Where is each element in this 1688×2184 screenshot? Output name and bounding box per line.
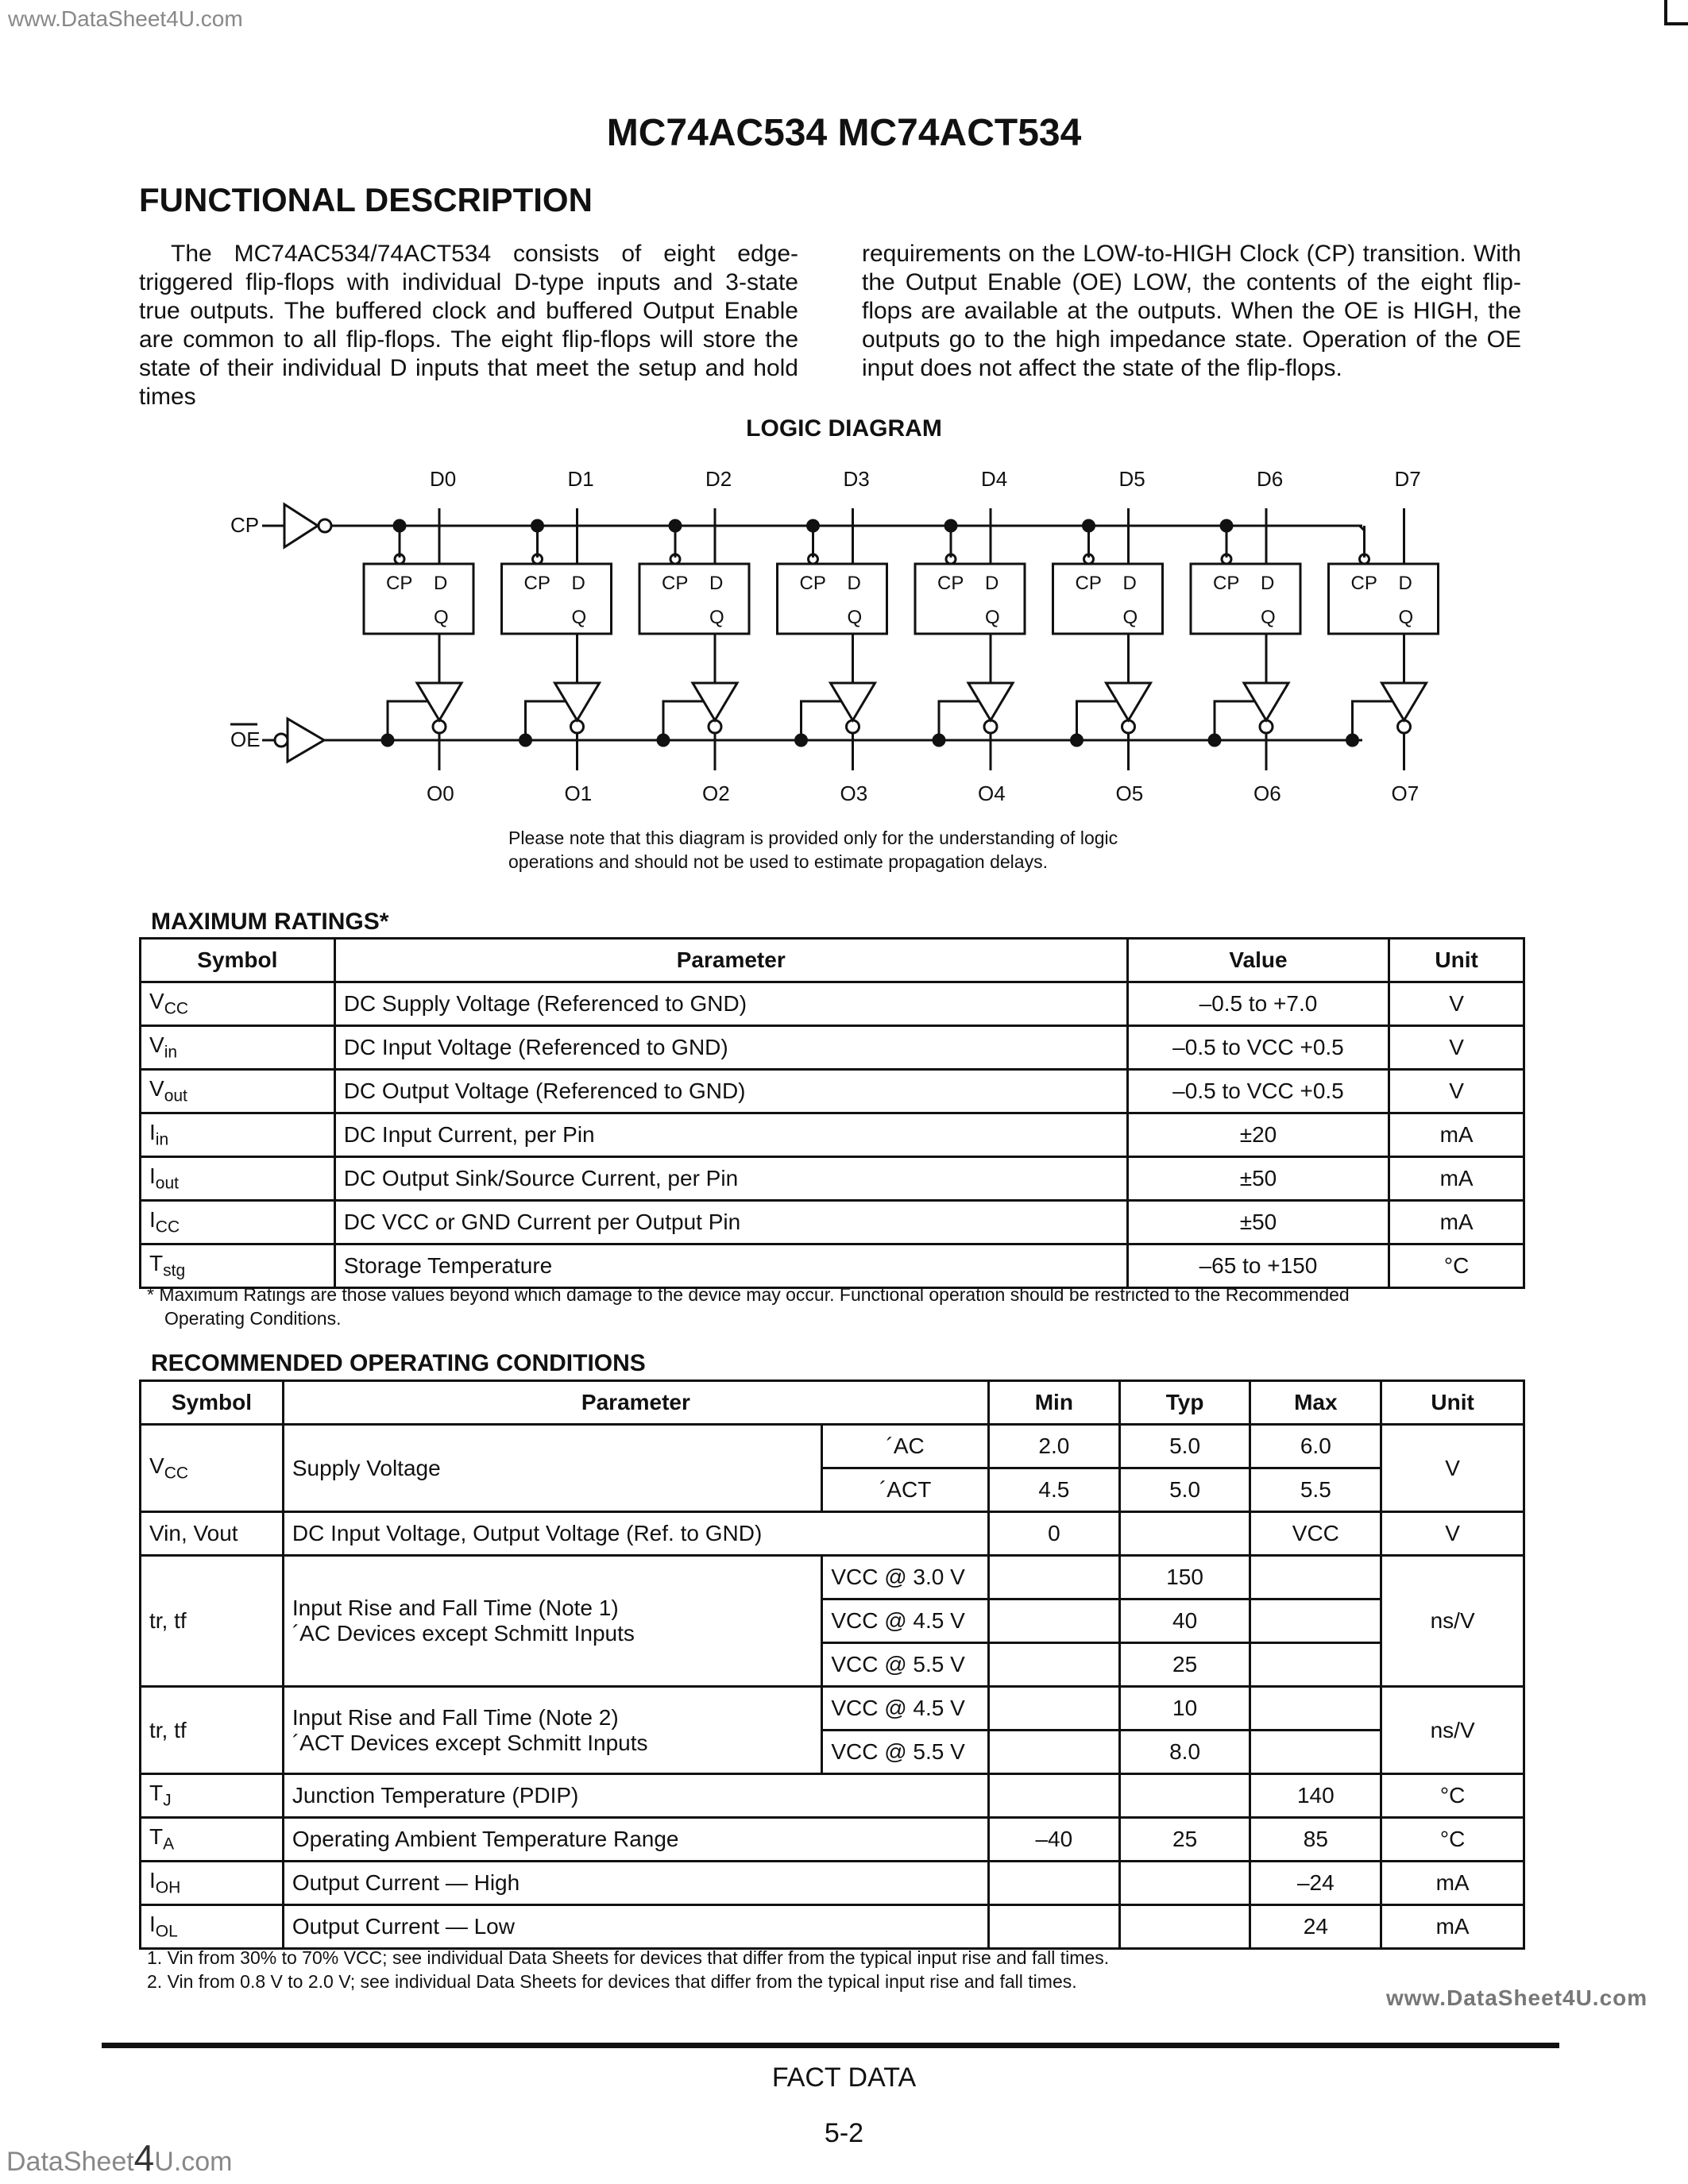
junction-dot [382, 735, 393, 746]
typ-cell: 10 [1119, 1687, 1250, 1731]
flip-flop [778, 564, 887, 634]
unit-cell: V [1389, 982, 1524, 1026]
typ-cell: 150 [1119, 1556, 1250, 1599]
value-cell: –0.5 to VCC +0.5 [1127, 1026, 1389, 1070]
symbol-cell: $I_{out}$ [141, 1157, 335, 1201]
description-right: requirements on the LOW-to-HIGH Clock (CP) transition. With the Output Enable (OE) LOW, the contents of the eight flip-flops are available at the outputs. When the OE is HIGH, the outputs go to the high impedance state. Operation of the OE input does not affect the state of the flip-flops. [862, 241, 1521, 381]
junction-dot [532, 520, 543, 531]
column-header: Unit [1381, 1381, 1524, 1425]
diagram-note [508, 826, 1118, 874]
condition-cell: ´AC [822, 1425, 989, 1468]
cp-buffer [284, 504, 318, 547]
condition-cell: VCC @ 3.0 V [822, 1556, 989, 1599]
logic-diagram-title: LOGIC DIAGRAM [746, 415, 942, 442]
max-ratings-footnote [147, 1283, 1350, 1330]
min-cell [988, 1643, 1119, 1687]
output-label: O7 [1391, 781, 1420, 805]
input-label: D5 [1118, 467, 1145, 491]
table-row [141, 1113, 1524, 1157]
note-line: 2. Vin from 0.8 V to 2.0 V; see individual Data Sheets for devices that differ from the typical input rise and fall times. [147, 1971, 1077, 1992]
ff-q-label: Q [1261, 607, 1276, 628]
parameter-cell: Output Current — High [283, 1862, 988, 1905]
parameter-cell: Junction Temperature (PDIP) [283, 1774, 988, 1818]
description-left: The MC74AC534/74ACT534 consists of eight edge-triggered flip-flops with individual D-type inputs and 3-state true outputs. The buffered clock and buffered Output Enable are common to all flip-flops. The eight flip-flops will store the state of their individual D inputs that meet the setup and hold times [139, 241, 798, 410]
max-cell [1250, 1556, 1381, 1599]
cp-label: CP [230, 513, 260, 537]
junction-dot [808, 520, 819, 531]
unit-cell: V [1389, 1026, 1524, 1070]
ff-cp-label: CP [1213, 573, 1240, 594]
table-row [141, 1425, 1524, 1468]
symbol-cell: $V_{CC}$ [141, 982, 335, 1026]
table-row [141, 1201, 1524, 1244]
page-number: 5-2 [824, 2118, 864, 2148]
max-cell [1250, 1643, 1381, 1687]
condition-cell: VCC @ 5.5 V [822, 1643, 989, 1687]
parameter-cell [283, 1556, 821, 1687]
min-cell: 0 [988, 1512, 1119, 1556]
output-label: O6 [1253, 781, 1281, 805]
typ-cell: 40 [1119, 1599, 1250, 1643]
symbol-cell: tr, tf [141, 1556, 284, 1687]
value-cell: ±50 [1127, 1157, 1389, 1201]
output-label: O3 [840, 781, 868, 805]
value-cell: –0.5 to VCC +0.5 [1127, 1070, 1389, 1113]
unit-cell: V [1381, 1512, 1524, 1556]
junction-dot [1209, 735, 1220, 746]
symbol-cell: $T_A$ [141, 1818, 284, 1862]
junction-dot [933, 735, 944, 746]
min-cell [988, 1905, 1119, 1949]
input-label: D1 [567, 467, 594, 491]
junction-dot [520, 735, 531, 746]
condition-cell: VCC @ 5.5 V [822, 1731, 989, 1774]
ff-d-label: D [434, 573, 448, 594]
unit-cell: ns/V [1381, 1556, 1524, 1687]
parameter-cell: Output Current — Low [283, 1905, 988, 1949]
oe-label: OE [230, 727, 261, 751]
condition-cell: VCC @ 4.5 V [822, 1687, 989, 1731]
ff-cp-label: CP [937, 573, 964, 594]
typ-cell: 5.0 [1119, 1425, 1250, 1468]
min-cell [988, 1731, 1119, 1774]
ff-d-label: D [709, 573, 724, 594]
parameter-cell: DC Output Sink/Source Current, per Pin [334, 1157, 1127, 1201]
symbol-cell: $I_{CC}$ [141, 1201, 335, 1244]
table-row [141, 1687, 1524, 1731]
input-label: D7 [1394, 467, 1421, 491]
input-label: D4 [981, 467, 1008, 491]
column-header: Unit [1389, 939, 1524, 982]
symbol-cell: $V_{out}$ [141, 1070, 335, 1113]
column-header: Min [988, 1381, 1119, 1425]
table-row [141, 1862, 1524, 1905]
output-label: O5 [1115, 781, 1144, 805]
symbol-cell: $V_{in}$ [141, 1026, 335, 1070]
ff-d-label: D [1398, 573, 1412, 594]
unit-cell: mA [1389, 1201, 1524, 1244]
unit-cell: °C [1381, 1774, 1524, 1818]
input-label: D6 [1257, 467, 1284, 491]
typ-cell [1119, 1512, 1250, 1556]
condition-cell: ´ACT [822, 1468, 989, 1512]
flip-flop [364, 564, 473, 634]
ff-q-label: Q [434, 607, 449, 628]
max-cell [1250, 1687, 1381, 1731]
value-cell: –0.5 to +7.0 [1127, 982, 1389, 1026]
column-header: Value [1127, 939, 1389, 982]
symbol-cell: $T_{stg}$ [141, 1244, 335, 1288]
parameter-cell: Storage Temperature [334, 1244, 1127, 1288]
flip-flop [1329, 564, 1439, 634]
flip-flop [639, 564, 749, 634]
corner-mark [1664, 22, 1688, 25]
min-cell [988, 1687, 1119, 1731]
parameter-cell [283, 1687, 821, 1774]
min-cell [988, 1556, 1119, 1599]
watermark-top: www.DataSheet4U.com [8, 6, 243, 31]
max-cell [1250, 1599, 1381, 1643]
watermark-bottom [6, 2136, 233, 2179]
table-row [141, 1157, 1524, 1201]
symbol-cell: Vin, Vout [141, 1512, 284, 1556]
unit-cell: V [1389, 1070, 1524, 1113]
min-cell: 4.5 [988, 1468, 1119, 1512]
max-cell: 6.0 [1250, 1425, 1381, 1468]
parameter-cell: Supply Voltage [283, 1425, 821, 1512]
watermark-text: DataSheet [6, 2147, 134, 2177]
parameter-line: ´AC Devices except Schmitt Inputs [292, 1621, 635, 1646]
column-header: Typ [1119, 1381, 1250, 1425]
ff-cp-label: CP [662, 573, 689, 594]
ff-d-label: D [847, 573, 861, 594]
symbol-cell: tr, tf [141, 1687, 284, 1774]
symbol-cell: $I_{OL}$ [141, 1905, 284, 1949]
typ-cell [1119, 1774, 1250, 1818]
parameter-cell: DC Input Current, per Pin [334, 1113, 1127, 1157]
logic-diagram [0, 445, 1688, 826]
ff-q-label: Q [1398, 607, 1414, 628]
ff-cp-label: CP [1350, 573, 1377, 594]
unit-cell: mA [1381, 1862, 1524, 1905]
min-cell: –40 [988, 1818, 1119, 1862]
symbol-cell: $I_{in}$ [141, 1113, 335, 1157]
table-row [141, 1818, 1524, 1862]
ff-cp-label: CP [799, 573, 826, 594]
unit-cell: ns/V [1381, 1687, 1524, 1774]
table-row [141, 1070, 1524, 1113]
recommended-table [139, 1379, 1525, 1950]
value-cell: ±50 [1127, 1201, 1389, 1244]
junction-dot [1347, 735, 1358, 746]
table-row [141, 1512, 1524, 1556]
ff-q-label: Q [709, 607, 724, 628]
max-cell [1250, 1731, 1381, 1774]
typ-cell: 25 [1119, 1643, 1250, 1687]
unit-cell: °C [1381, 1818, 1524, 1862]
max-ratings-heading: MAXIMUM RATINGS* [151, 909, 389, 935]
junction-dot [1072, 735, 1083, 746]
max-ratings-table [139, 937, 1525, 1289]
input-label: D2 [705, 467, 732, 491]
junction-dot [394, 520, 405, 531]
parameter-cell: DC Output Voltage (Referenced to GND) [334, 1070, 1127, 1113]
symbol-cell: $I_{OH}$ [141, 1862, 284, 1905]
table-row [141, 982, 1524, 1026]
recommended-heading: RECOMMENDED OPERATING CONDITIONS [151, 1350, 646, 1376]
ff-q-label: Q [1122, 607, 1138, 628]
ff-cp-label: CP [1075, 573, 1102, 594]
unit-cell: °C [1389, 1244, 1524, 1288]
parameter-cell: DC Input Voltage (Referenced to GND) [334, 1026, 1127, 1070]
parameter-line: ´ACT Devices except Schmitt Inputs [292, 1730, 648, 1755]
ff-d-label: D [1122, 573, 1137, 594]
column-header: Symbol [141, 1381, 284, 1425]
output-label: O1 [564, 781, 593, 805]
table-row [141, 1026, 1524, 1070]
output-label: O4 [978, 781, 1006, 805]
unit-cell: mA [1381, 1905, 1524, 1949]
min-cell [988, 1774, 1119, 1818]
unit-cell: V [1381, 1425, 1524, 1512]
parameter-cell: DC Input Voltage, Output Voltage (Ref. to GND) [283, 1512, 988, 1556]
flip-flop [1053, 564, 1163, 634]
page-title: MC74AC534 MC74ACT534 [606, 112, 1082, 154]
column-header: Symbol [141, 939, 335, 982]
ff-d-label: D [985, 573, 999, 594]
flip-flop [915, 564, 1025, 634]
section-heading-functional: FUNCTIONAL DESCRIPTION [139, 181, 593, 218]
column-header: Parameter [283, 1381, 988, 1425]
table-header-row [141, 1381, 1524, 1425]
parameter-cell: Operating Ambient Temperature Range [283, 1818, 988, 1862]
min-cell [988, 1862, 1119, 1905]
output-label: O2 [702, 781, 730, 805]
input-label: D0 [430, 467, 457, 491]
max-cell: 5.5 [1250, 1468, 1381, 1512]
junction-dot [796, 735, 807, 746]
table-row [141, 1905, 1524, 1949]
diagram-note-line: operations and should not be used to estimate propagation delays. [508, 851, 1048, 872]
watermark-text: 4 [133, 2137, 155, 2178]
value-cell: ±20 [1127, 1113, 1389, 1157]
input-label: D3 [843, 467, 870, 491]
typ-cell [1119, 1905, 1250, 1949]
min-cell: 2.0 [988, 1425, 1119, 1468]
typ-cell [1119, 1862, 1250, 1905]
footer-fact-data: FACT DATA [771, 2062, 917, 2093]
watermark-right: www.DataSheet4U.com [1386, 1985, 1648, 2010]
column-header: Max [1250, 1381, 1381, 1425]
min-cell [988, 1599, 1119, 1643]
ff-d-label: D [1261, 573, 1275, 594]
max-cell: –24 [1250, 1862, 1381, 1905]
footnote-line: * Maximum Ratings are those values beyond which damage to the device may occur. Functional operation should be restricted to the Recommended [147, 1284, 1350, 1305]
parameter-line: Input Rise and Fall Time (Note 2) [292, 1704, 619, 1730]
ff-d-label: D [571, 573, 585, 594]
typ-cell: 25 [1119, 1818, 1250, 1862]
junction-dot [945, 520, 956, 531]
flip-flop [502, 564, 612, 634]
ff-q-label: Q [571, 607, 587, 628]
typ-cell: 8.0 [1119, 1731, 1250, 1774]
diagram-note-line: Please note that this diagram is provided only for the understanding of logic [508, 828, 1118, 848]
value-cell: –65 to +150 [1127, 1244, 1389, 1288]
parameter-line: Input Rise and Fall Time (Note 1) [292, 1596, 619, 1620]
max-cell: 24 [1250, 1905, 1381, 1949]
typ-cell: 5.0 [1119, 1468, 1250, 1512]
junction-dot [1083, 520, 1095, 531]
symbol-cell: $V_{CC}$ [141, 1425, 284, 1512]
footnote-line: Operating Conditions. [164, 1308, 342, 1329]
max-cell: VCC [1250, 1512, 1381, 1556]
symbol-cell: $T_J$ [141, 1774, 284, 1818]
footer-rule [102, 2043, 1559, 2048]
flip-flop [1191, 564, 1300, 634]
table-row [141, 1556, 1524, 1599]
parameter-cell: DC VCC or GND Current per Output Pin [334, 1201, 1127, 1244]
column-header: Parameter [334, 939, 1127, 982]
unit-cell: mA [1389, 1113, 1524, 1157]
table-header-row [141, 939, 1524, 982]
watermark-text: U.com [154, 2147, 233, 2177]
junction-dot [1221, 520, 1232, 531]
ff-q-label: Q [985, 607, 1000, 628]
junction-dot [670, 520, 681, 531]
oe-buffer [288, 719, 324, 762]
table-row [141, 1774, 1524, 1818]
max-cell: 140 [1250, 1774, 1381, 1818]
ff-cp-label: CP [386, 573, 413, 594]
ff-q-label: Q [847, 607, 863, 628]
output-label: O0 [427, 781, 454, 805]
junction-dot [658, 735, 669, 746]
parameter-cell: DC Supply Voltage (Referenced to GND) [334, 982, 1127, 1026]
ff-cp-label: CP [523, 573, 550, 594]
unit-cell: mA [1389, 1157, 1524, 1201]
condition-cell: VCC @ 4.5 V [822, 1599, 989, 1643]
note-line: 1. Vin from 30% to 70% VCC; see individual Data Sheets for devices that differ from the typical input rise and fall times. [147, 1947, 1110, 1968]
table-row [141, 1244, 1524, 1288]
max-cell: 85 [1250, 1818, 1381, 1862]
recommended-notes [147, 1946, 1109, 1993]
